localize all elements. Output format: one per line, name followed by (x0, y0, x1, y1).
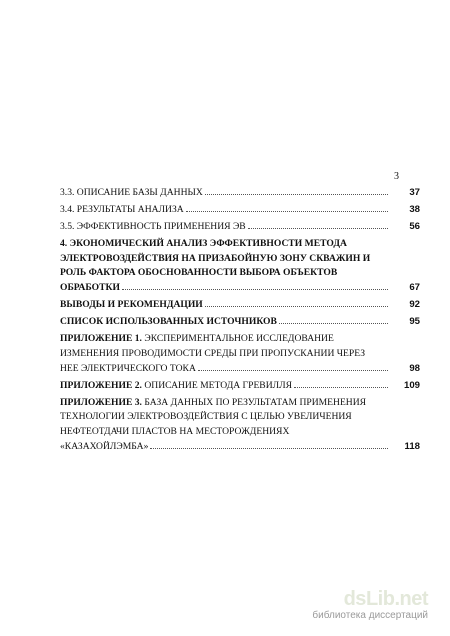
toc-entry-text-segment: «КАЗАХОЙЛЭМБА» (60, 440, 149, 452)
toc-entry-text (60, 333, 334, 344)
toc-entry-text (60, 203, 184, 218)
toc-entry-text-segment: ЭЛЕКТРОВОЗДЕЙСТВИЯ НА ПРИЗАБОЙНУЮ ЗОНУ СКВАЖИН И (60, 252, 371, 264)
toc-entry-line (60, 332, 420, 347)
toc-entry-line (60, 220, 420, 235)
dot-leader (150, 448, 388, 449)
dot-leader (198, 370, 388, 371)
toc-entry-text-segment: 3.5. ЭФФЕКТИВНОСТЬ ПРИМЕНЕНИЯ ЭВ (60, 221, 246, 233)
toc-entry-text-segment: РОЛЬ ФАКТОРА ОБОСНОВАННОСТИ ВЫБОРА ОБЪЕКТОВ (60, 267, 338, 279)
toc-page-number: 56 (409, 221, 420, 233)
toc-entry-line (60, 347, 420, 362)
toc-entry-line (60, 281, 420, 296)
toc-entry-text (60, 238, 347, 249)
toc-entry-text-segment: ИЗМЕНЕНИЯ ПРОВОДИМОСТИ СРЕДЫ ПРИ ПРОПУСКАНИИ ЧЕРЕЗ (60, 347, 366, 359)
toc-entry-text (60, 253, 370, 264)
toc-page-number: 38 (409, 204, 420, 216)
toc-entry-line (60, 237, 420, 252)
toc-entry-line (60, 410, 420, 425)
toc-entry-text-segment: БАЗА ДАННЫХ ПО РЕЗУЛЬТАТАМ ПРИМЕНЕНИЯ (141, 396, 367, 408)
watermark-logo (312, 588, 428, 610)
toc-entry (60, 186, 420, 201)
dot-leader (205, 306, 388, 307)
toc-page-number: 109 (403, 379, 420, 391)
toc-entry-text (60, 348, 365, 359)
toc-entry (60, 237, 420, 295)
toc-entry-text (60, 362, 196, 377)
watermark-logo-net: .net (394, 588, 428, 610)
toc-entry-line (60, 440, 420, 455)
toc-entry-text-segment: НЕФТЕОТДАЧИ ПЛАСТОВ НА МЕСТОРОЖДЕНИЯХ (60, 425, 290, 437)
toc-entry-text (60, 298, 203, 313)
toc-entry-text (60, 426, 289, 437)
toc-entry-text-segment: ОПИСАНИЕ МЕТОДА ГРЕВИЛЛЯ (141, 379, 293, 391)
dot-leader (248, 228, 388, 229)
dot-leader (294, 387, 388, 388)
toc-entry-text-segment: 3.3. ОПИСАНИЕ БАЗЫ ДАННЫХ (60, 187, 203, 198)
toc-entry (60, 396, 420, 454)
toc-page-number: 67 (409, 282, 420, 294)
toc-entry-line (60, 203, 420, 218)
toc-entry-text (60, 186, 203, 201)
toc-page-number: 98 (409, 362, 420, 374)
toc-entry-line (60, 362, 420, 377)
toc-entry-line (60, 396, 420, 411)
toc-entry-line (60, 298, 420, 313)
toc-entry-line (60, 379, 420, 394)
toc-entry (60, 203, 420, 218)
toc-page-number: 92 (409, 299, 420, 311)
toc-entry-prefix: ПРИЛОЖЕНИЕ 3. (60, 396, 142, 408)
toc-entry-text (60, 397, 366, 408)
toc-entry-line (60, 252, 420, 267)
toc-entry-line (60, 425, 420, 440)
dot-leader (122, 289, 388, 290)
watermark-logo-lib: Lib (365, 588, 395, 610)
toc-entry-text (60, 220, 246, 235)
toc-entry-text (60, 267, 337, 278)
toc-entry (60, 379, 420, 394)
dot-leader (186, 211, 388, 212)
toc-page-number: 95 (409, 316, 420, 328)
toc-entry-text-segment: СПИСОК ИСПОЛЬЗОВАННЫХ ИСТОЧНИКОВ (60, 316, 277, 328)
toc-entry (60, 315, 420, 330)
toc-entry-text (60, 440, 148, 455)
toc-entry-text-segment: ЭКСПЕРИМЕНТАЛЬНОЕ ИССЛЕДОВАНИЕ (141, 333, 334, 345)
toc-entry-text-segment: ТЕХНОЛОГИИ ЭЛЕКТРОВОЗДЕЙСТВИЯ С ЦЕЛЬЮ УВЕЛИЧЕНИЯ (60, 411, 352, 423)
watermark-logo-ds: ds (343, 588, 366, 610)
toc-entry-text-segment: ОБРАБОТКИ (60, 282, 120, 294)
dot-leader (279, 323, 388, 324)
toc-page-number: 37 (409, 187, 420, 198)
toc-entry-line (60, 266, 420, 281)
dot-leader (205, 194, 388, 195)
toc-entry-text (60, 281, 120, 296)
toc-entry-text (60, 411, 352, 422)
toc-entry-text-segment: ВЫВОДЫ И РЕКОМЕНДАЦИИ (60, 299, 203, 311)
toc-entry-text (60, 315, 277, 330)
toc-entry-prefix: ПРИЛОЖЕНИЕ 1. (60, 333, 142, 345)
toc-entry-prefix: ПРИЛОЖЕНИЕ 2. (60, 379, 142, 391)
table-of-contents (60, 186, 420, 457)
watermark-subtitle: библиотека диссертаций (312, 610, 428, 621)
toc-page-number: 118 (404, 440, 420, 452)
toc-entry (60, 298, 420, 313)
toc-entry (60, 220, 420, 235)
toc-entry-text-segment: 4. ЭКОНОМИЧЕСКИЙ АНАЛИЗ ЭФФЕКТИВНОСТИ МЕТОДА (60, 238, 347, 250)
toc-entry-text-segment: НЕЕ ЭЛЕКТРИЧЕСКОГО ТОКА (60, 362, 196, 374)
page-number: 3 (394, 171, 399, 182)
watermark (312, 588, 428, 622)
toc-entry-line (60, 315, 420, 330)
toc-entry (60, 332, 420, 376)
toc-entry-line (60, 186, 420, 201)
toc-entry-text (60, 379, 292, 394)
toc-entry-text-segment: 3.4. РЕЗУЛЬТАТЫ АНАЛИЗА (60, 204, 184, 216)
